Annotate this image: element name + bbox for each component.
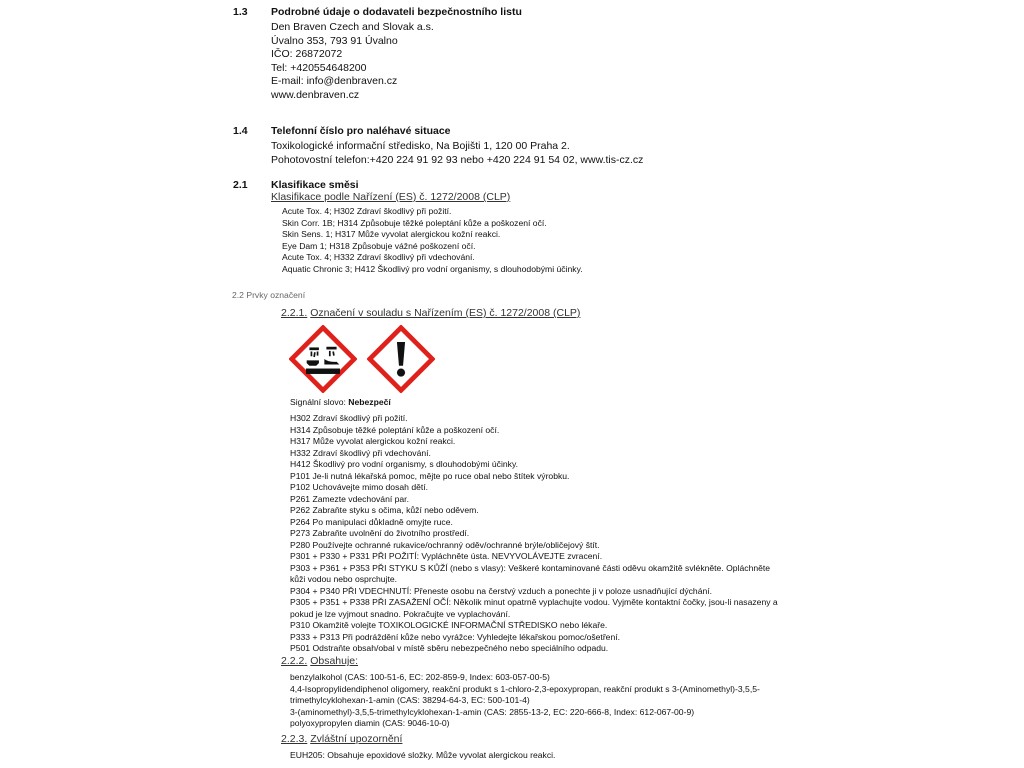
- statement-line: H317 Může vyvolat alergickou kožní reakci.: [290, 436, 456, 446]
- signal-word-line: [290, 397, 391, 409]
- emergency-line: Toxikologické informační středisko, Na Bojišti 1, 120 00 Praha 2.: [271, 140, 570, 152]
- special-warning-list: [290, 750, 555, 762]
- statement-line: P501 Odstraňte obsah/obal v místě sběru nebezpečného nebo speciálního odpadu.: [290, 643, 609, 653]
- subsection-2-2-2: [281, 655, 358, 667]
- classification-item: Acute Tox. 4; H332 Zdraví škodlivý při vdechování.: [282, 252, 475, 262]
- classification-item: Skin Corr. 1B; H314 Způsobuje těžké poleptání kůže a poškození očí.: [282, 217, 547, 228]
- statement-line: H332 Zdraví škodlivý při vdechování.: [290, 447, 431, 458]
- statement-line: P280 Používejte ochranné rukavice/ochranný oděv/ochranné brýle/obličejový štít.: [290, 539, 600, 550]
- classification-item: Aquatic Chronic 3; H412 Škodlivý pro vodní organismy, s dlouhodobými účinky.: [282, 263, 583, 274]
- ingredient-line: benzylalkohol (CAS: 100-51-6, EC: 202-859-9, Index: 603-057-00-5): [290, 672, 550, 682]
- section-title-1-4: Telefonní číslo pro naléhavé situace: [271, 125, 451, 137]
- statement-line: P333 + P313 Při podráždění kůže nebo vyrážce: Vyhledejte lékařskou pomoc/ošetření.: [290, 631, 621, 642]
- statement-line: P273 Zabraňte uvolnění do životního prostředí.: [290, 528, 470, 538]
- statement-line: H412 Škodlivý pro vodní organismy, s dlouhodobými účinky.: [290, 459, 519, 469]
- special-warning-line: EUH205: Obsahuje epoxidové složky. Může vyvolat alergickou reakci.: [290, 750, 556, 760]
- ingredients-list: [290, 672, 760, 730]
- statement-line: P264 Po manipulaci důkladně omyjte ruce.: [290, 516, 453, 527]
- section-number-1-4: 1.4: [233, 125, 248, 137]
- supplier-details: [271, 21, 434, 103]
- emergency-line: Pohotovostní telefon:+420 224 91 92 93 nebo +420 224 91 54 02, www.tis-cz.cz: [271, 153, 644, 166]
- section-title-2-1: Klasifikace směsi: [271, 179, 359, 191]
- supplier-line: IČO: 26872072: [271, 48, 343, 61]
- supplier-line: Den Braven Czech and Slovak a.s.: [271, 21, 434, 33]
- statement-line: H314 Způsobuje těžké poleptání kůže a poškození očí.: [290, 424, 500, 435]
- supplier-line: Úvalno 353, 793 91 Úvalno: [271, 34, 398, 47]
- ingredient-line: polyoxypropylen diamin (CAS: 9046-10-0): [290, 718, 450, 728]
- statement-line: P310 Okamžitě volejte TOXIKOLOGICKÉ INFORMAČNÍ STŘEDISKO nebo lékaře.: [290, 620, 608, 630]
- statement-line: P304 + P340 PŘI VDECHNUTÍ: Přeneste osobu na čerstvý vzduch a ponechte ji v poloze usnadňující dýchání.: [290, 585, 713, 596]
- ingredient-line: 4,4-Isopropylidendiphenol oligomery, reakční produkt s 1-chloro-2,3-epoxypropan, reakční produkt s 3-(Aminomethyl)-3,5,5-: [290, 683, 760, 694]
- section-number-1-3: 1.3: [233, 6, 248, 18]
- section-title-1-3: Podrobné údaje o dodavateli bezpečnostního listu: [271, 6, 522, 18]
- subsection-number: 2.2.2.: [281, 655, 308, 667]
- ingredient-line: 3-(aminomethyl)-3,5,5-trimethylcyklohexan-1-amin (CAS: 2855-13-2, EC: 220-666-8, Index: 612-067-00-9): [290, 706, 695, 717]
- emergency-details: [271, 140, 643, 167]
- subsection-title: Označení v souladu s Nařízením (ES) č. 1272/2008 (CLP): [310, 307, 581, 319]
- signal-word-label: Signální slovo:: [290, 397, 349, 407]
- statement-line: P262 Zabraňte styku s očima, kůží nebo oděvem.: [290, 505, 479, 515]
- subsection-number: 2.2.3.: [281, 733, 308, 745]
- subsection-title: Obsahuje:: [310, 655, 359, 667]
- statement-line: H302 Zdraví škodlivý při požití.: [290, 413, 408, 423]
- classification-item: Acute Tox. 4; H302 Zdraví škodlivý při požití.: [282, 206, 452, 216]
- statement-line: P101 Je-li nutná lékařská pomoc, mějte po ruce obal nebo štítek výrobku.: [290, 470, 570, 481]
- hazard-statements: [290, 413, 778, 655]
- supplier-line: www.denbraven.cz: [271, 88, 360, 101]
- subsection-number: 2.2.1.: [281, 307, 308, 319]
- supplier-line: Tel: +420554648200: [271, 61, 367, 74]
- subsection-title: Zvláštní upozornění: [310, 733, 403, 745]
- ingredient-line: trimethylcyklohexan-1-amin (CAS: 38294-64-3, EC: 500-101-4): [290, 695, 530, 705]
- classification-subtitle: Klasifikace podle Nařízení (ES) č. 1272/2008 (CLP): [271, 191, 511, 203]
- statement-line: P102 Uchovávejte mimo dosah dětí.: [290, 482, 429, 492]
- subsection-2-2-1: [281, 307, 580, 319]
- classification-item: Eye Dam 1; H318 Způsobuje vážné poškození očí.: [282, 240, 476, 251]
- statement-line: P261 Zamezte vdechování par.: [290, 493, 409, 504]
- statement-line: P303 + P361 + P353 PŘI STYKU S KŮŽÍ (nebo s vlasy): Veškeré kontaminované části oděvu okamžitě svlékněte. Opláchněte: [290, 562, 771, 573]
- section-number-2-1: 2.1: [233, 179, 248, 191]
- classification-list: [282, 206, 583, 275]
- statement-line: pokud je lze vyjmout snadno. Pokračujte ve vyplachování.: [290, 608, 511, 619]
- statement-line: P305 + P351 + P338 PŘI ZASAŽENÍ OČÍ: Několik minut opatrně vyplachujte vodou. Vyjměte kontaktní čočky, jsou-li nasazeny a: [290, 597, 778, 607]
- subsection-2-2-3: [281, 733, 402, 745]
- corrosion-pictogram: [289, 325, 357, 393]
- classification-item: Skin Sens. 1; H317 Může vyvolat alergickou kožní reakci.: [282, 229, 501, 239]
- exclamation-pictogram: [367, 325, 435, 393]
- signal-word: Nebezpečí: [348, 397, 391, 407]
- statement-line: kůži vodou nebo osprchujte.: [290, 574, 398, 584]
- section-label-2-2: 2.2 Prvky označení: [232, 290, 306, 300]
- supplier-line: E-mail: info@denbraven.cz: [271, 75, 398, 88]
- statement-line: P301 + P330 + P331 PŘI POŽITÍ: Vypláchněte ústa. NEVYVOLÁVEJTE zvracení.: [290, 551, 603, 561]
